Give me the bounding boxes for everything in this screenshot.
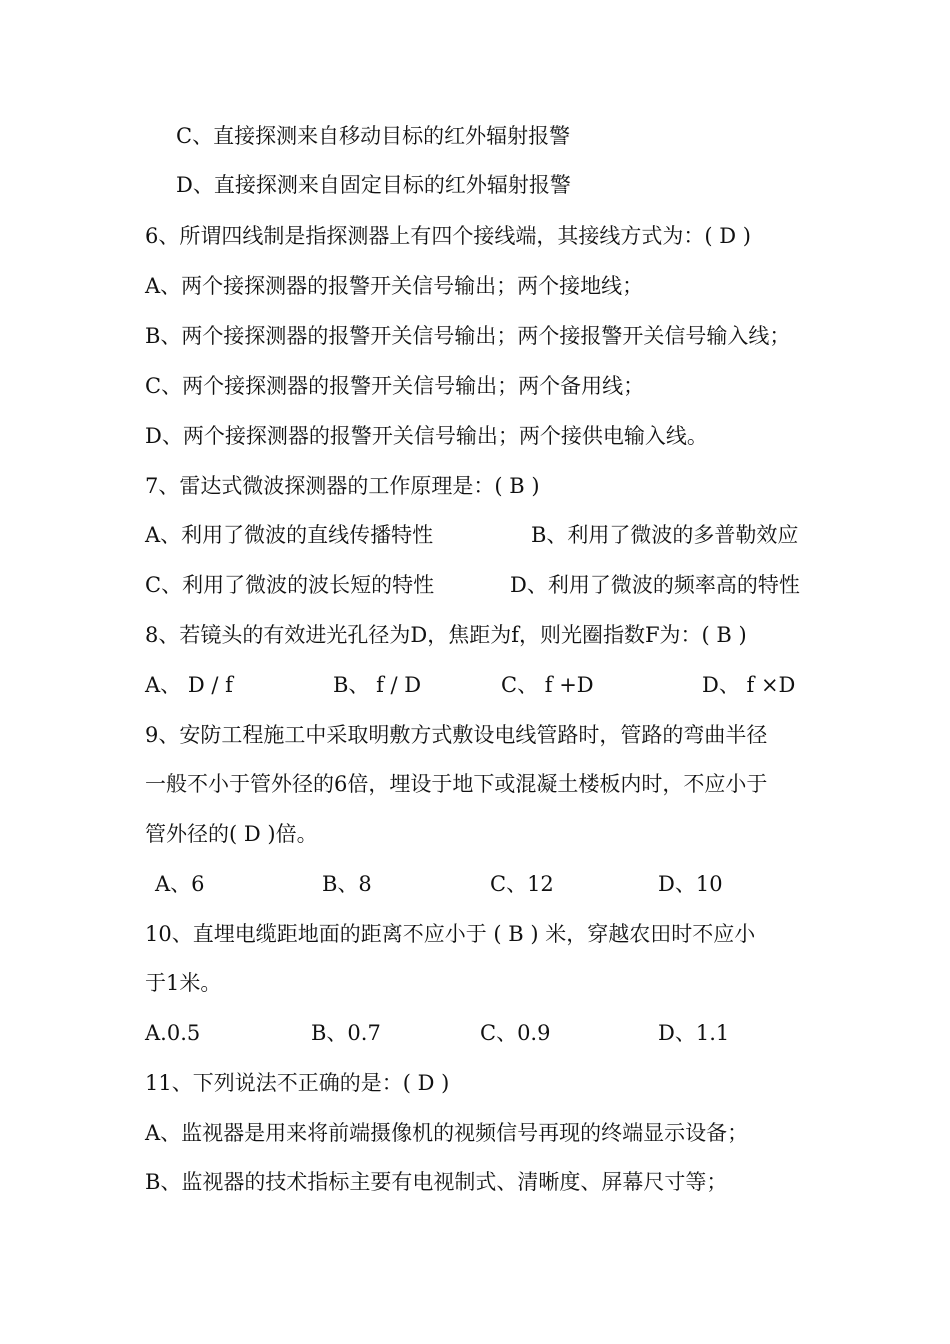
q5-option-d: D、直接探测来自固定目标的红外辐射报警 <box>176 173 571 197</box>
q9-stem-line3: 管外径的( D )倍。 <box>145 822 318 846</box>
q10-option-c: C、0.9 <box>480 1021 551 1045</box>
q7-option-b: B、利用了微波的多普勒效应 <box>531 523 799 547</box>
q6-option-a: A、两个接探测器的报警开关信号输出；两个接地线； <box>145 274 644 298</box>
q5-option-c: C、直接探测来自移动目标的红外辐射报警 <box>176 124 571 148</box>
q10-option-d: D、1.1 <box>658 1021 730 1045</box>
q6-option-c: C、两个接探测器的报警开关信号输出；两个备用线； <box>145 374 645 398</box>
q8-option-b: B、 f / D <box>333 673 422 697</box>
q7-stem: 7、雷达式微波探测器的工作原理是：( B ) <box>145 474 540 498</box>
q6-option-d: D、两个接探测器的报警开关信号输出；两个接供电输入线。 <box>145 424 708 448</box>
q8-option-d: D、 f ×D <box>702 673 796 697</box>
q6-option-b: B、两个接探测器的报警开关信号输出；两个接报警开关信号输入线； <box>145 324 791 348</box>
q11-option-b: B、监视器的技术指标主要有电视制式、清晰度、屏幕尺寸等； <box>145 1170 728 1194</box>
q7-option-c: C、利用了微波的波长短的特性 <box>145 573 435 597</box>
q9-stem-line2: 一般不小于管外径的6倍，埋设于地下或混凝土楼板内时，不应小于 <box>145 772 768 796</box>
q10-stem-line2: 于1米。 <box>145 971 222 995</box>
q9-stem-line1: 9、安防工程施工中采取明敷方式敷设电线管路时，管路的弯曲半径 <box>145 723 768 747</box>
q9-option-d: D、10 <box>658 872 723 896</box>
q10-option-b: B、0.7 <box>311 1021 381 1045</box>
q10-option-a: A.0.5 <box>145 1021 201 1045</box>
q11-option-a: A、监视器是用来将前端摄像机的视频信号再现的终端显示设备； <box>145 1121 749 1145</box>
q10-stem-line1: 10、直埋电缆距地面的距离不应小于 ( B ) 米，穿越农田时不应小 <box>145 922 756 946</box>
q9-option-c: C、12 <box>490 872 554 896</box>
q7-option-d: D、利用了微波的频率高的特性 <box>510 573 800 597</box>
q11-stem: 11、下列说法不正确的是：( D ) <box>145 1071 450 1095</box>
q7-option-a: A、利用了微波的直线传播特性 <box>145 523 434 547</box>
q8-option-c: C、 f +D <box>501 673 594 697</box>
q8-option-a: A、 D / f <box>145 673 233 697</box>
q9-option-b: B、8 <box>322 872 372 896</box>
q9-option-a: A、6 <box>155 872 205 896</box>
q6-stem: 6、所谓四线制是指探测器上有四个接线端，其接线方式为：( D ) <box>145 224 751 248</box>
q8-stem: 8、若镜头的有效进光孔径为D，焦距为f，则光圈指数F为：( B ) <box>145 623 747 647</box>
